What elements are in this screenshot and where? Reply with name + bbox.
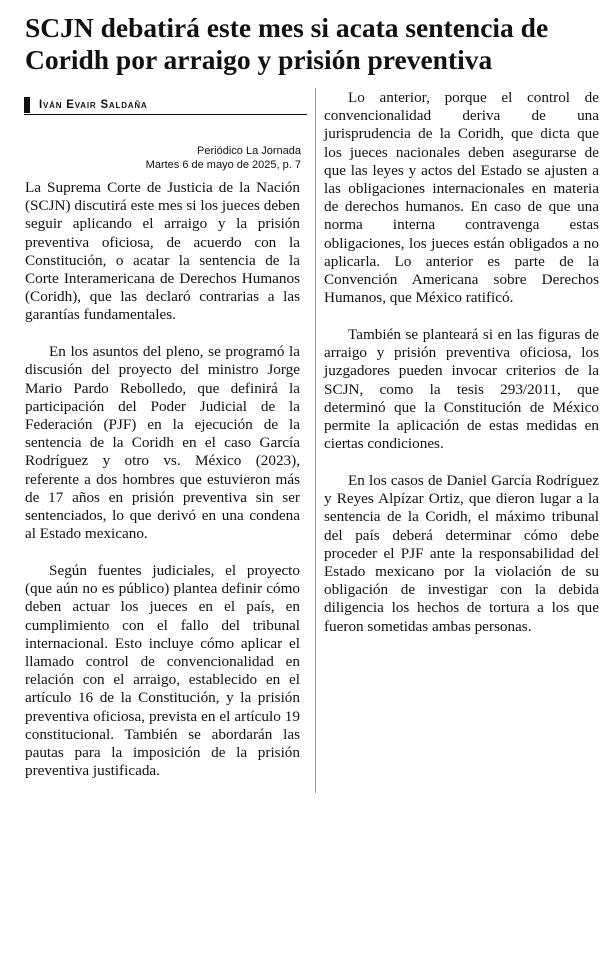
article-paragraph: También se planteará si en las figuras de arraigo y prisión preventiva oficiosa, los juzgadores pueden invocar criterios de la SCJN, como la tesis 293/2011, que determinó que la Constitución de México permite la aplicación de estas medidas en ciertas condiciones. xyxy=(324,326,599,453)
article-paragraph: La Suprema Corte de Justicia de la Nación (SCJN) discutirá este mes si los jueces deben seguir aplicando el arraigo y la prisión preventiva oficiosa, de acuerdo con la Constitución, o acatar la sentencia de la Corte Interamericana de Derechos Humanos (Coridh), que las declaró contrarias a las garantías fundamentales. xyxy=(25,179,300,324)
author-byline: Iván Evair Saldaña xyxy=(24,97,307,113)
article-column-right xyxy=(324,89,599,654)
article-headline: SCJN debatirá este mes si acata sentencia de Coridh por arraigo y prisión preventiva xyxy=(25,12,549,75)
article-column-left xyxy=(25,179,300,799)
article-paragraph: Lo anterior, porque el control de convencionalidad deriva de una jurisprudencia de la Coridh, que dicta que los jueces nacionales deben asegurarse de que las leyes y actos del Estado se ajusten a las obligaciones internacionales en materia de derechos humanos. En caso de que una norma interna contravenga estas obligaciones, los jueces están obligados a no aplicarla. Lo anterior es parte de la Convención Americana sobre Derechos Humanos, que México ratificó. xyxy=(324,89,599,307)
article-paragraph: En los casos de Daniel García Rodríguez y Reyes Alpízar Ortiz, que dieron lugar a la sentencia de la Coridh, el máximo tribunal del país deberá determinar cómo debe proceder el PJF ante la responsabilidad del Estado mexicano por la violación de su obligación de investigar con la debida diligencia los hechos de tortura a los que fueron sometidas ambas personas. xyxy=(324,472,599,635)
source-name: Periódico La Jornada xyxy=(197,145,301,157)
source-date: Martes 6 de mayo de 2025, p. 7 xyxy=(145,159,301,171)
article-paragraph: Según fuentes judiciales, el proyecto (que aún no es público) plantea definir cómo deben actuar los jueces en el país, en cumplimiento con el fallo del tribunal internacional. Esto incluye cómo aplicar el llamado control de convencionalidad en relación con el arraigo, establecido en el artículo 16 de la Constitución, y la prisión preventiva oficiosa, prevista en el artículo 19 constitucional. También se abordarán las pautas para la imposición de la prisión preventiva justificada. xyxy=(25,562,300,780)
article-paragraph: En los asuntos del pleno, se programó la discusión del proyecto del ministro Jorge Mario Pardo Rebolledo, que definirá la participación del Poder Judicial de la Federación (PJF) en la ejecución de la sentencia de la Coridh en el caso García Rodríguez y otro vs. México (2023), referente a dos hombres que estuvieron más de 17 años en prisión preventiva sin ser sentenciados, lo que derivó en una condena al Estado mexicano. xyxy=(25,343,300,543)
byline-rule xyxy=(24,114,307,115)
column-divider xyxy=(315,88,316,793)
source-info xyxy=(146,144,301,172)
